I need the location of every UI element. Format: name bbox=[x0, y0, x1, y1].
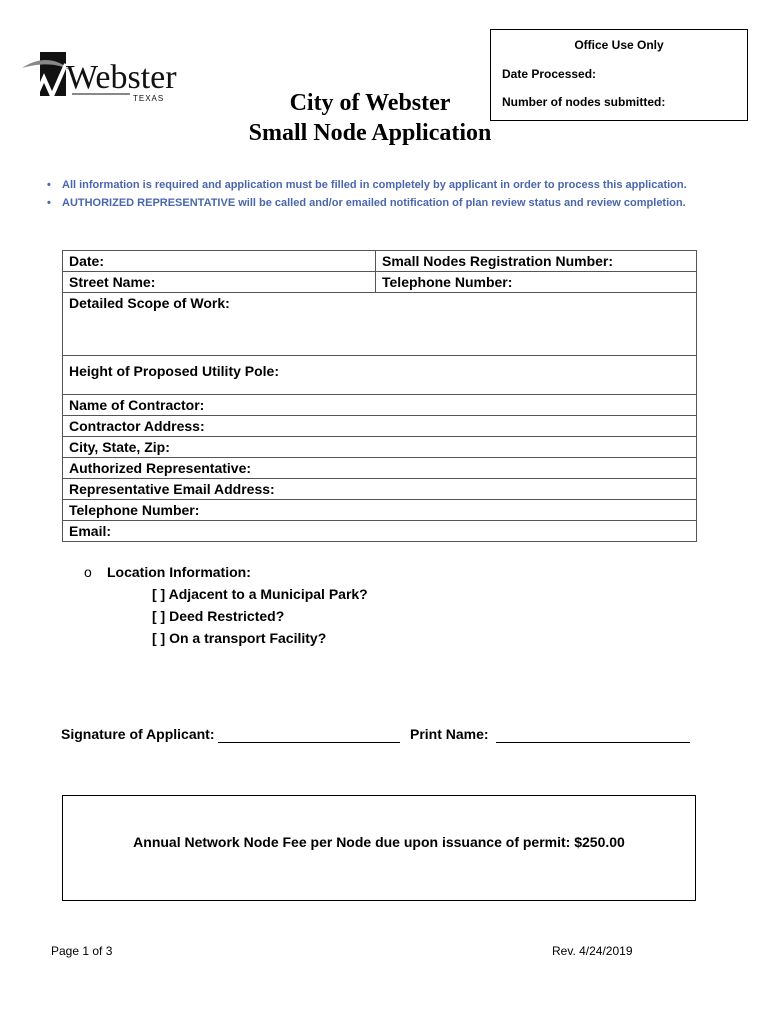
signature-field[interactable] bbox=[218, 742, 400, 743]
location-title: Location Information: bbox=[107, 564, 251, 580]
print-name-field[interactable] bbox=[496, 742, 690, 743]
date-processed-label: Date Processed: bbox=[502, 67, 597, 81]
fee-box bbox=[62, 795, 696, 901]
table-row bbox=[63, 479, 697, 500]
instruction-item bbox=[44, 176, 744, 194]
hollow-bullet-icon: o bbox=[84, 564, 92, 580]
print-name-label: Print Name: bbox=[410, 726, 489, 742]
table-row bbox=[63, 521, 697, 542]
page-number: Page 1 of 3 bbox=[51, 944, 113, 958]
instruction-text: AUTHORIZED REPRESENTATIVE will be called and/or emailed notification of plan review status and review completion. bbox=[62, 197, 686, 209]
contractor-address-field[interactable]: Contractor Address: bbox=[63, 416, 697, 437]
logo-wordmark: Webster bbox=[66, 59, 177, 96]
email-field[interactable]: Email: bbox=[63, 521, 697, 542]
table-row bbox=[63, 500, 697, 521]
table-row bbox=[63, 293, 697, 356]
bullet-icon: • bbox=[47, 197, 51, 209]
city-state-zip-field[interactable]: City, State, Zip: bbox=[63, 437, 697, 458]
authorized-rep-field[interactable]: Authorized Representative: bbox=[63, 458, 697, 479]
rep-email-field[interactable]: Representative Email Address: bbox=[63, 479, 697, 500]
logo-state: TEXAS bbox=[133, 94, 165, 103]
street-name-field[interactable]: Street Name: bbox=[63, 272, 376, 293]
table-row bbox=[63, 272, 697, 293]
registration-number-field[interactable]: Small Nodes Registration Number: bbox=[376, 251, 697, 272]
checkbox-transport-facility[interactable]: [ ] On a transport Facility? bbox=[152, 630, 327, 646]
instruction-item bbox=[44, 194, 744, 212]
instruction-text: All information is required and application must be filled in completely by applicant in order to process this application. bbox=[62, 179, 687, 191]
bullet-icon: • bbox=[47, 179, 51, 191]
contractor-name-field[interactable]: Name of Contractor: bbox=[63, 395, 697, 416]
table-row bbox=[63, 437, 697, 458]
rep-telephone-field[interactable]: Telephone Number: bbox=[63, 500, 697, 521]
pole-height-field[interactable]: Height of Proposed Utility Pole: bbox=[63, 356, 697, 395]
title-line-1: City of Webster bbox=[289, 90, 451, 116]
nodes-submitted-label: Number of nodes submitted: bbox=[502, 95, 666, 109]
application-form-table bbox=[62, 250, 697, 542]
fee-text: Annual Network Node Fee per Node due upon issuance of permit: $250.00 bbox=[133, 834, 625, 850]
telephone-number-field[interactable]: Telephone Number: bbox=[376, 272, 697, 293]
date-field[interactable]: Date: bbox=[63, 251, 376, 272]
checkbox-municipal-park[interactable]: [ ] Adjacent to a Municipal Park? bbox=[152, 586, 368, 602]
office-use-box bbox=[490, 29, 748, 121]
table-row bbox=[63, 416, 697, 437]
page-title bbox=[230, 88, 510, 148]
instructions-list bbox=[44, 176, 744, 212]
signature-label: Signature of Applicant: bbox=[61, 726, 215, 742]
scope-of-work-field[interactable]: Detailed Scope of Work: bbox=[63, 293, 697, 356]
table-row bbox=[63, 458, 697, 479]
city-logo bbox=[20, 48, 185, 110]
office-use-title: Office Use Only bbox=[574, 38, 664, 52]
checkbox-deed-restricted[interactable]: [ ] Deed Restricted? bbox=[152, 608, 285, 624]
title-line-2: Small Node Application bbox=[248, 120, 492, 146]
revision-date: Rev. 4/24/2019 bbox=[552, 944, 633, 958]
table-row bbox=[63, 356, 697, 395]
table-row bbox=[63, 251, 697, 272]
table-row bbox=[63, 395, 697, 416]
